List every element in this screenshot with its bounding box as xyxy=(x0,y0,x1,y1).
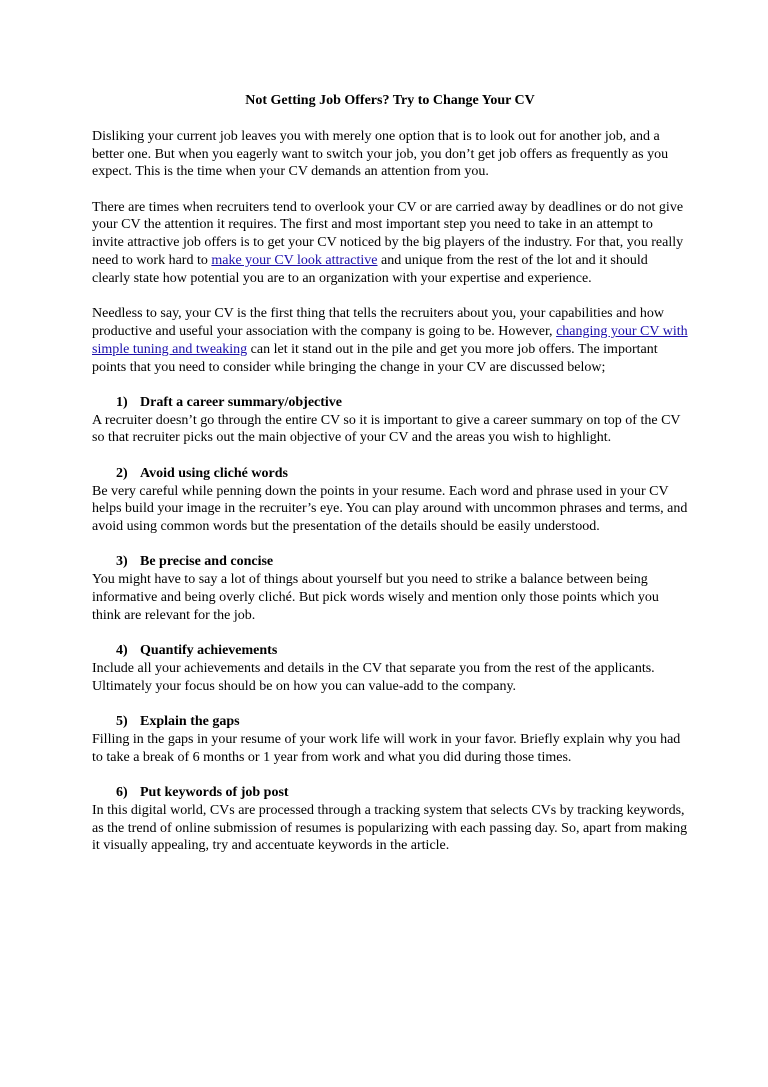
section-heading-text: Put keywords of job post xyxy=(140,784,289,800)
paragraph-text: There are times when recruiters tend to overlook your CV or are carried away by deadlines or do not give your CV the attention it requires. The first and most important step you need to take in an attempt to invite attractive job offers is to get your CV noticed by the big players of the industry. For that, you really need to work hard to xyxy=(92,199,684,269)
section-heading xyxy=(92,713,688,731)
section-heading xyxy=(92,553,688,571)
section-body: Be very careful while penning down the points in your resume. Each word and phrase used in your CV helps build your image in the recruiter’s eye. You can play around with uncommon phrases and terms, and avoid using common words but the presentation of the details should be easily understood. xyxy=(92,483,688,535)
section-keywords xyxy=(92,784,688,855)
intro-paragraph-2 xyxy=(92,199,688,288)
section-cliche-words xyxy=(92,465,688,536)
section-body: Filling in the gaps in your resume of your work life will work in your favor. Briefly explain why you had to take a break of 6 months or 1 year from work and what you did during those times. xyxy=(92,731,681,765)
make-cv-attractive-link[interactable]: make your CV look attractive xyxy=(211,253,378,269)
section-number: 1) xyxy=(116,394,128,410)
section-heading-text: Be precise and concise xyxy=(140,554,274,570)
section-heading xyxy=(92,465,688,483)
paragraph-text: can let it stand out in the pile and get you more job offers. The important points that you need to consider while bringing the change in your CV are discussed below; xyxy=(92,341,658,375)
intro-paragraph-1: Disliking your current job leaves you with merely one option that is to look out for another job, and a better one. But when you eagerly want to switch your job, you don’t get job offers as frequently as you expect. This is the time when your CV demands an attention from you. xyxy=(92,128,669,180)
changing-cv-link[interactable]: changing your CV with simple tuning and tweaking xyxy=(92,323,688,357)
section-heading-text: Draft a career summary/objective xyxy=(140,394,343,410)
section-heading-text: Explain the gaps xyxy=(140,714,240,730)
section-number: 4) xyxy=(116,643,128,659)
section-number: 3) xyxy=(116,554,128,570)
section-career-summary xyxy=(92,394,688,447)
section-quantify-achievements xyxy=(92,642,688,695)
section-number: 2) xyxy=(116,465,128,481)
section-body: You might have to say a lot of things about yourself but you need to strike a balance between being informative and being overly cliché. But pick words wisely and mention only those points which you think are relevant for the job. xyxy=(92,572,659,623)
section-heading xyxy=(92,784,688,802)
paragraph-text: and unique from the rest of the lot and it should clearly state how potential you are to an organization with your expertise and experience. xyxy=(92,253,648,286)
section-explain-gaps xyxy=(92,713,688,766)
section-heading-text: Quantify achievements xyxy=(140,643,278,659)
paragraph-text: Needless to say, your CV is the first thing that tells the recruiters about you, your capabilities and how productive and useful your association with the company is going to be. However, xyxy=(92,306,664,339)
section-precise-concise xyxy=(92,553,688,624)
section-number: 5) xyxy=(116,714,128,730)
section-heading xyxy=(92,394,688,412)
section-heading xyxy=(92,642,688,660)
section-number: 6) xyxy=(116,784,128,800)
intro-paragraph-3 xyxy=(92,305,688,376)
section-body: In this digital world, CVs are processed through a tracking system that selects CVs by tracking keywords, as the trend of online submission of resumes is popularizing with each passing day. So, apart from making it visually appealing, try and accentuate keywords in the article. xyxy=(92,802,688,854)
section-body: Include all your achievements and details in the CV that separate you from the rest of the applicants. Ultimately your focus should be on how you can value-add to the company. xyxy=(92,660,655,694)
section-body: A recruiter doesn’t go through the entire CV so it is important to give a career summary on top of the CV so that recruiter picks out the main objective of your CV and the areas you wish to highlight. xyxy=(92,412,681,446)
document-title: Not Getting Job Offers? Try to Change Your CV xyxy=(245,93,535,108)
section-heading-text: Avoid using cliché words xyxy=(140,465,288,481)
